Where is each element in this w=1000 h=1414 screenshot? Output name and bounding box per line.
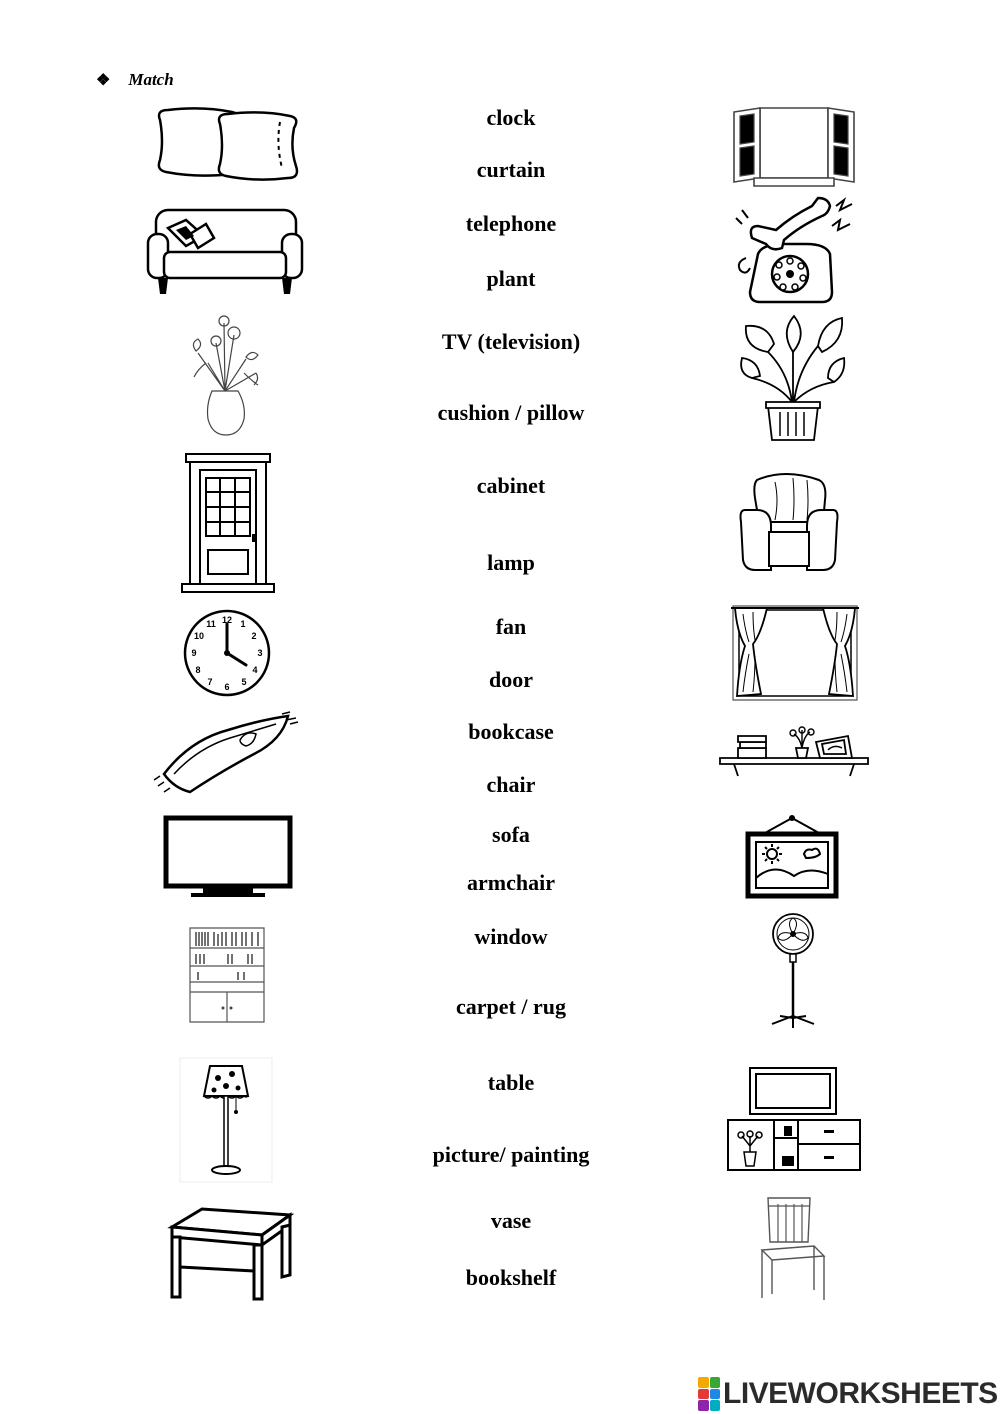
word-item[interactable]: chair [486,772,536,797]
brand-name: LIVEWORKSHEETS [723,1377,998,1410]
word-item[interactable]: sofa [492,822,530,847]
carpet-picture[interactable] [150,710,302,796]
tv-cabinet-icon [726,1066,862,1172]
word-item[interactable]: fan [495,614,527,639]
word-item[interactable]: vase [490,1208,532,1233]
word-item[interactable]: window [474,924,548,949]
svg-text:7: 7 [207,677,213,687]
logo-icon [698,1377,720,1411]
clock-icon [182,608,272,698]
vase-with-flowers-picture[interactable] [186,313,264,439]
carpet-icon [150,710,302,796]
sofa-picture[interactable] [146,206,304,296]
clock-picture[interactable] [182,608,272,698]
svg-text:2: 2 [251,631,257,641]
word-item[interactable]: picture/ painting [432,1142,590,1167]
tv-icon [163,815,293,899]
svg-text:8: 8 [195,665,201,675]
bullet-icon: ❖ [96,72,111,89]
word-item[interactable]: curtain [476,157,546,182]
word-item[interactable]: lamp [487,550,535,575]
word-item[interactable]: cabinet [476,473,546,498]
exercise-heading [96,70,174,90]
pillows-picture[interactable] [152,104,300,186]
bookcase-picture[interactable] [188,926,266,1024]
svg-text:9: 9 [191,648,197,658]
word-item[interactable]: carpet / rug [456,994,566,1019]
potted-plant-icon [738,312,848,444]
chair-icon [754,1194,830,1302]
liveworksheets-logo[interactable] [698,1374,998,1414]
electric-fan-picture[interactable] [762,912,824,1030]
word-item[interactable]: TV (television) [441,329,581,354]
bookcase-icon [188,926,266,1024]
shelf-picture[interactable] [716,720,872,794]
tv-picture[interactable] [163,815,293,899]
curtains-icon [731,604,859,702]
flower-vase-icon [186,313,264,439]
logo-square [710,1400,721,1411]
word-item[interactable]: table [487,1070,535,1095]
svg-text:11: 11 [206,619,216,629]
painting-icon [744,814,840,900]
svg-text:3: 3 [257,648,263,658]
word-item[interactable]: plant [486,266,536,291]
pillows-icon [152,104,300,186]
window-picture[interactable] [730,104,858,188]
logo-square [698,1389,709,1400]
potted-plant-picture[interactable] [738,312,848,444]
curtains-picture[interactable] [731,604,859,702]
table-picture[interactable] [164,1205,294,1301]
floor-lamp-icon [180,1058,272,1182]
word-item[interactable]: armchair [467,870,555,895]
shelf-icon [716,720,872,794]
telephone-icon [728,196,860,308]
floor-lamp-picture[interactable] [180,1058,272,1182]
word-item[interactable]: door [489,667,533,692]
word-item[interactable]: bookcase [468,719,554,744]
exercise-title: Match [128,70,174,89]
chair-picture[interactable] [754,1194,830,1302]
logo-square [710,1377,721,1388]
telephone-picture[interactable] [728,196,860,308]
word-item[interactable]: cushion / pillow [437,400,585,425]
armchair-icon [735,470,843,576]
door-picture[interactable] [180,452,276,594]
svg-text:12: 12 [221,615,233,625]
tv-cabinet-picture[interactable] [726,1066,862,1172]
svg-text:1: 1 [240,619,246,629]
logo-square [710,1389,721,1400]
svg-text:6: 6 [224,682,230,692]
svg-text:5: 5 [241,677,247,687]
door-icon [180,452,276,594]
logo-square [698,1377,709,1388]
sofa-icon [146,206,304,296]
word-item[interactable]: telephone [465,211,557,236]
svg-text:4: 4 [252,665,258,675]
word-item[interactable]: bookshelf [465,1265,557,1290]
painting-picture[interactable] [744,814,840,900]
word-item[interactable]: clock [486,105,536,130]
logo-square [698,1400,709,1411]
window-icon [730,104,858,188]
svg-text:10: 10 [193,631,205,641]
armchair-picture[interactable] [735,470,843,576]
table-icon [164,1205,294,1301]
electric-fan-icon [762,912,824,1030]
